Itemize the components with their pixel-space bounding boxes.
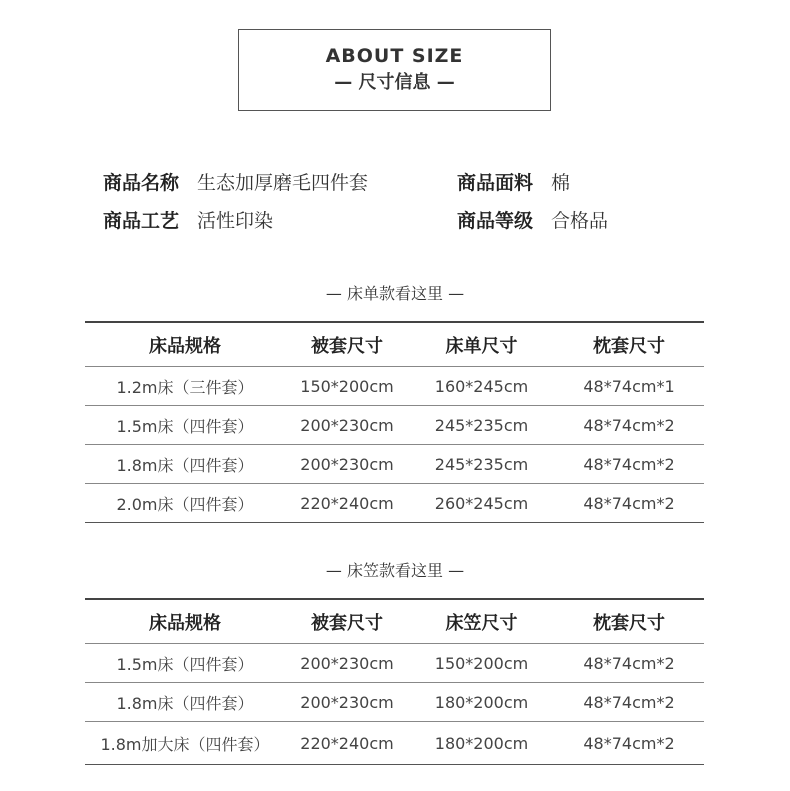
cell-duvet: 200*230cm (285, 406, 409, 445)
info-fabric (457, 170, 570, 196)
cell-pillow: 48*74cm*2 (554, 406, 704, 445)
cell-spec: 1.8m加大床（四件套） (85, 722, 285, 765)
table-row (85, 484, 704, 523)
header-duvet-size: 被套尺寸 (285, 599, 409, 644)
table-row (85, 406, 704, 445)
cell-pillow: 48*74cm*2 (554, 683, 704, 722)
info-name (103, 170, 368, 196)
sheet-size-table (85, 321, 704, 523)
cell-duvet: 200*230cm (285, 445, 409, 484)
info-craft-label: 商品工艺 (103, 210, 180, 232)
header-pillow-size: 枕套尺寸 (554, 599, 704, 644)
header-spec: 床品规格 (85, 599, 285, 644)
header-fitted-size: 床笠尺寸 (409, 599, 554, 644)
cell-sheet: 260*245cm (409, 484, 554, 523)
cell-duvet: 200*230cm (285, 644, 409, 683)
cell-pillow: 48*74cm*2 (554, 445, 704, 484)
info-fabric-label: 商品面料 (457, 172, 534, 194)
table-row (85, 722, 704, 765)
cell-spec: 1.5m床（四件套） (85, 406, 285, 445)
cell-duvet: 220*240cm (285, 722, 409, 765)
cell-spec: 2.0m床（四件套） (85, 484, 285, 523)
sheet-section-title: — 床单款看这里 — (325, 284, 465, 303)
info-craft (103, 208, 273, 234)
cell-spec: 1.5m床（四件套） (85, 644, 285, 683)
cell-duvet: 200*230cm (285, 683, 409, 722)
header-duvet-size: 被套尺寸 (285, 322, 409, 367)
info-name-value: 生态加厚磨毛四件套 (197, 172, 369, 194)
title-chinese: — 尺寸信息 — (334, 72, 455, 93)
cell-spec: 1.8m床（四件套） (85, 445, 285, 484)
cell-pillow: 48*74cm*2 (554, 644, 704, 683)
cell-sheet: 245*235cm (409, 406, 554, 445)
cell-sheet: 245*235cm (409, 445, 554, 484)
cell-fitted: 150*200cm (409, 644, 554, 683)
cell-fitted: 180*200cm (409, 683, 554, 722)
info-name-label: 商品名称 (103, 172, 180, 194)
header-spec: 床品规格 (85, 322, 285, 367)
table-header-row (85, 322, 704, 367)
table-header-row (85, 599, 704, 644)
title-english: ABOUT SIZE (325, 45, 464, 67)
cell-sheet: 160*245cm (409, 367, 554, 406)
fitted-size-table (85, 598, 704, 765)
table-row (85, 445, 704, 484)
table-row (85, 644, 704, 683)
cell-fitted: 180*200cm (409, 722, 554, 765)
cell-pillow: 48*74cm*1 (554, 367, 704, 406)
cell-pillow: 48*74cm*2 (554, 484, 704, 523)
header-pillow-size: 枕套尺寸 (554, 322, 704, 367)
header-sheet-size: 床单尺寸 (409, 322, 554, 367)
info-craft-value: 活性印染 (197, 210, 274, 232)
cell-spec: 1.8m床（四件套） (85, 683, 285, 722)
info-grade-value: 合格品 (551, 210, 609, 232)
table-row (85, 367, 704, 406)
cell-pillow: 48*74cm*2 (554, 722, 704, 765)
info-fabric-value: 棉 (551, 172, 571, 194)
table-row (85, 683, 704, 722)
title-box (238, 29, 551, 111)
cell-spec: 1.2m床（三件套） (85, 367, 285, 406)
info-grade (457, 208, 608, 234)
cell-duvet: 220*240cm (285, 484, 409, 523)
info-grade-label: 商品等级 (457, 210, 534, 232)
fitted-section-title: — 床笠款看这里 — (325, 561, 465, 580)
cell-duvet: 150*200cm (285, 367, 409, 406)
